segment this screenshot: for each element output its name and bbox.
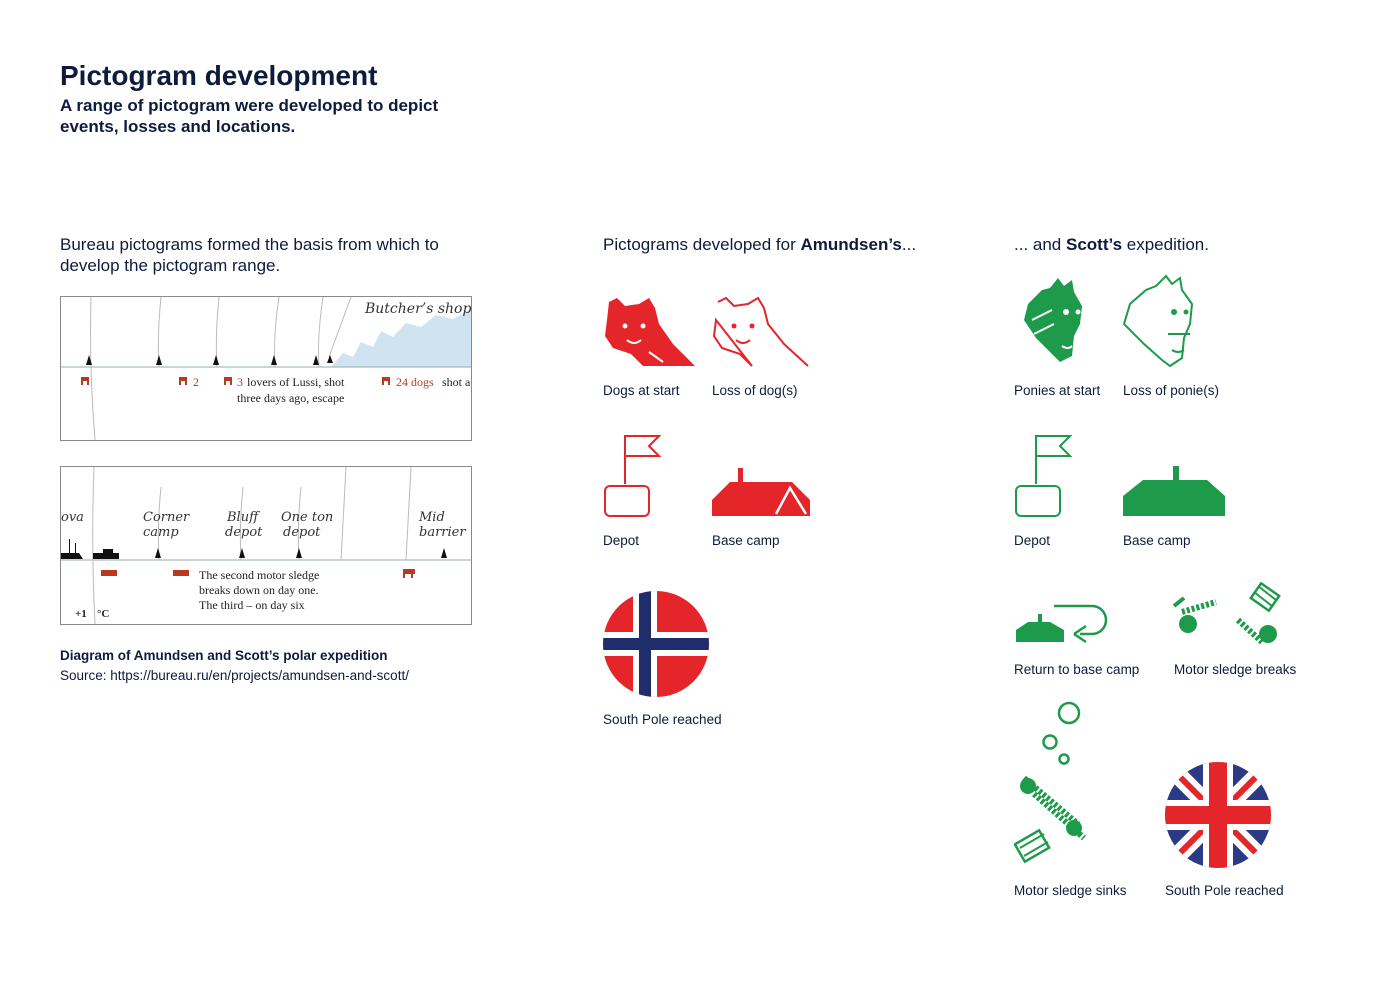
note-c2: shot a <box>442 375 471 389</box>
note-b2: three days ago, escape <box>237 391 345 405</box>
dog-head-icon <box>603 296 697 368</box>
sledge-note-3: The third – on day six <box>199 598 305 612</box>
page-title: Pictogram development <box>60 60 378 91</box>
pony-outline-icon <box>1122 274 1204 370</box>
return-arrow-icon <box>1014 600 1114 644</box>
label-dogs-loss: Loss of dog(s) <box>712 383 798 398</box>
motor-sledge-icon <box>1172 582 1284 648</box>
diagram-source: Source: https://bureau.ru/en/projects/amundsen-and-scott/ <box>60 668 409 683</box>
label-dogs-start: Dogs at start <box>603 383 680 398</box>
temp-value: +1 <box>75 608 87 620</box>
temp-unit: °C <box>97 608 110 620</box>
place-ova: ova <box>61 510 84 525</box>
sledge-note-1: The second motor sledge <box>199 568 320 582</box>
label-sledge-sinks: Motor sledge sinks <box>1014 883 1127 898</box>
label-sledge-breaks: Motor sledge breaks <box>1174 662 1297 677</box>
depot-flag-icon <box>603 434 663 520</box>
note-b: lovers of Lussi, shot <box>247 375 345 389</box>
note-a: 2 <box>193 375 199 389</box>
label-scott-base-camp: Base camp <box>1123 533 1191 548</box>
left-intro: Bureau pictograms formed the basis from which to develop the pictogram range. <box>60 235 439 275</box>
diagram-panel-amundsen <box>60 296 472 441</box>
place-butchers-shop: Butcher’s shop <box>365 301 471 317</box>
note-b-num: 3 <box>237 375 243 389</box>
base-camp-icon <box>712 466 812 518</box>
place-corner: Corner <box>143 510 190 525</box>
label-amundsen-base-camp: Base camp <box>712 533 780 548</box>
place-one-ton-depot: depot <box>283 525 321 540</box>
scott-heading: ... and Scott’s expedition. <box>1014 235 1209 254</box>
label-scott-depot: Depot <box>1014 533 1051 548</box>
label-amundsen-depot: Depot <box>603 533 640 548</box>
amundsen-heading: Pictograms developed for Amundsen’s... <box>603 235 917 254</box>
pony-head-icon <box>1022 276 1092 364</box>
diagram-panel-scott <box>60 466 472 625</box>
norway-flag-icon <box>603 591 709 697</box>
motor-sledge-sinks-icon <box>1014 700 1100 868</box>
dog-outline-icon <box>712 296 812 368</box>
base-camp-icon <box>1123 462 1227 518</box>
label-ponies-loss: Loss of ponie(s) <box>1123 383 1220 398</box>
label-scott-south-pole: South Pole reached <box>1165 883 1284 898</box>
place-camp: camp <box>143 525 179 540</box>
place-one-ton: One ton <box>281 510 334 525</box>
note-c: 24 dogs <box>396 375 434 389</box>
union-jack-icon <box>1165 762 1271 868</box>
label-amundsen-south-pole: South Pole reached <box>603 712 722 727</box>
place-bluff-depot: depot <box>225 525 263 540</box>
label-ponies-start: Ponies at start <box>1014 383 1101 398</box>
label-return-base-camp: Return to base camp <box>1014 662 1140 677</box>
place-bluff: Bluff <box>227 510 259 525</box>
place-mid: Mid <box>419 510 445 525</box>
depot-flag-icon <box>1014 434 1074 520</box>
sledge-note-2: breaks down on day one. <box>199 583 319 597</box>
diagram-caption: Diagram of Amundsen and Scott’s polar expedition <box>60 648 388 663</box>
page-subtitle: A range of pictogram were developed to depict events, losses and locations. <box>60 96 439 136</box>
place-barrier: barrier <box>419 525 466 540</box>
